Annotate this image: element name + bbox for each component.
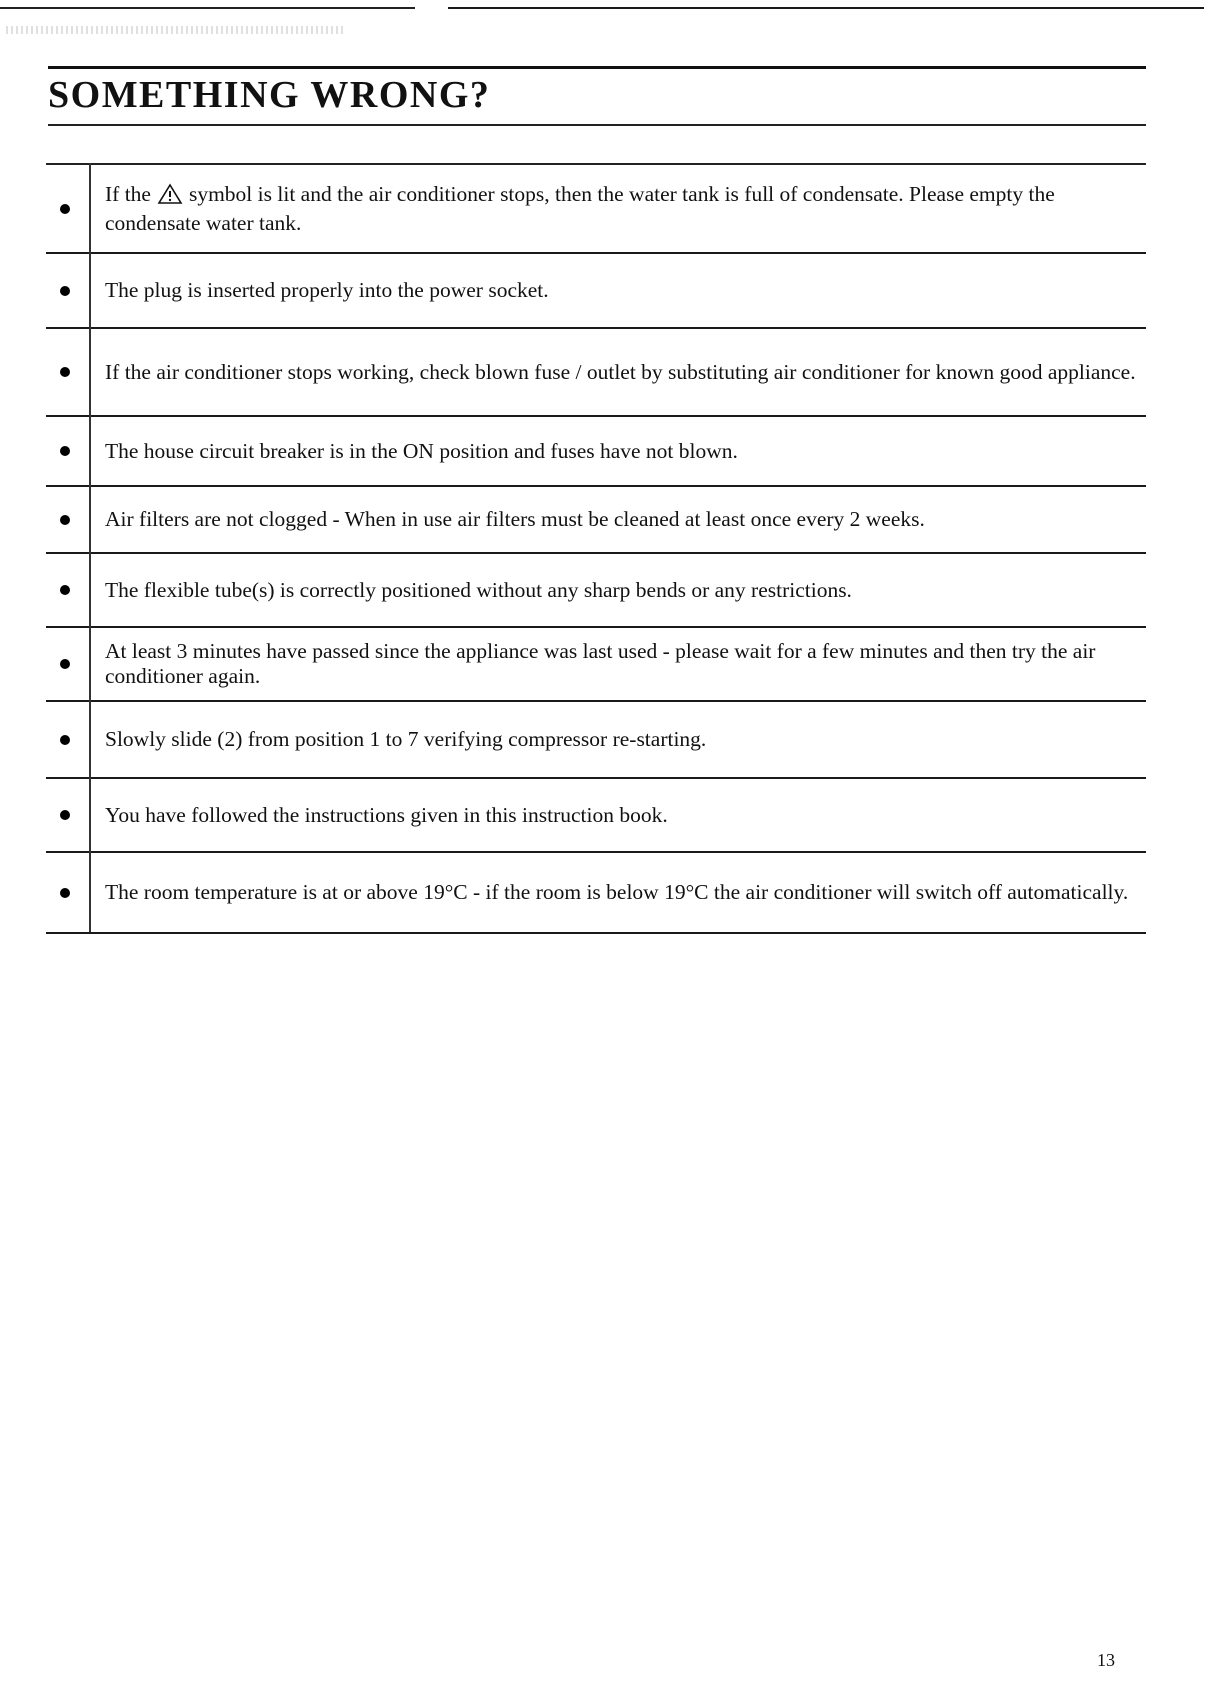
bullet	[46, 515, 89, 525]
checklist-text: The house circuit breaker is in the ON position and fuses have not blown.	[105, 438, 738, 463]
bullet-dot-icon	[60, 204, 70, 214]
bullet	[46, 446, 89, 456]
scan-artifact	[6, 26, 346, 34]
troubleshooting-checklist	[46, 163, 1146, 934]
checklist-row	[46, 487, 1146, 554]
checklist-row	[46, 254, 1146, 329]
bullet	[46, 204, 89, 214]
checklist-text: Air filters are not clogged - When in use air filters must be cleaned at least once every 2 weeks.	[105, 507, 925, 531]
checklist-text: The room temperature is at or above 19°C - if the room is below 19°C the air conditioner will switch off automatically.	[105, 880, 1129, 904]
top-rule	[448, 7, 1204, 9]
bullet	[46, 735, 89, 745]
bullet-dot-icon	[60, 446, 70, 456]
bullet	[46, 286, 89, 296]
text-fragment: If the	[105, 181, 151, 206]
bullet	[46, 810, 89, 820]
bullet	[46, 367, 89, 377]
bullet-dot-icon	[60, 810, 70, 820]
checklist-text: Slowly slide (2) from position 1 to 7 verifying compressor re-starting.	[105, 727, 707, 751]
bullet	[46, 585, 89, 595]
checklist-row	[46, 554, 1146, 628]
bullet-dot-icon	[60, 888, 70, 898]
bullet-dot-icon	[60, 515, 70, 525]
checklist-text	[89, 182, 1146, 236]
bullet	[46, 659, 89, 669]
checklist-row	[46, 853, 1146, 934]
checklist-text: If the air conditioner stops working, check blown fuse / outlet by substituting air conditioner for known good appliance.	[105, 359, 1136, 384]
column-divider	[89, 163, 91, 932]
checklist-text: The plug is inserted properly into the power socket.	[105, 278, 549, 302]
title-rule	[48, 124, 1146, 126]
checklist-text: The flexible tube(s) is correctly positioned without any sharp bends or any restrictions.	[105, 577, 852, 602]
checklist-row	[46, 165, 1146, 254]
warning-triangle-icon	[157, 183, 183, 211]
checklist-row	[46, 417, 1146, 487]
checklist-text: You have followed the instructions given in this instruction book.	[105, 802, 668, 827]
page-title: SOMETHING WRONG?	[48, 74, 491, 116]
bullet-dot-icon	[60, 286, 70, 296]
text-fragment: symbol is lit and the air conditioner stops, then the water tank is full of condensate. Please empty the condensate water tank.	[105, 181, 1055, 235]
checklist-row	[46, 329, 1146, 417]
bullet-dot-icon	[60, 735, 70, 745]
bullet	[46, 888, 89, 898]
checklist-row	[46, 628, 1146, 702]
top-rule	[0, 7, 415, 9]
page-number: 13	[1097, 1650, 1115, 1670]
checklist-row	[46, 779, 1146, 853]
checklist-row	[46, 702, 1146, 779]
bullet-dot-icon	[60, 659, 70, 669]
checklist-text: At least 3 minutes have passed since the appliance was last used - please wait for a few minutes and then try the air conditioner again.	[105, 639, 1096, 688]
title-rule	[48, 66, 1146, 69]
bullet-dot-icon	[60, 367, 70, 377]
bullet-dot-icon	[60, 585, 70, 595]
